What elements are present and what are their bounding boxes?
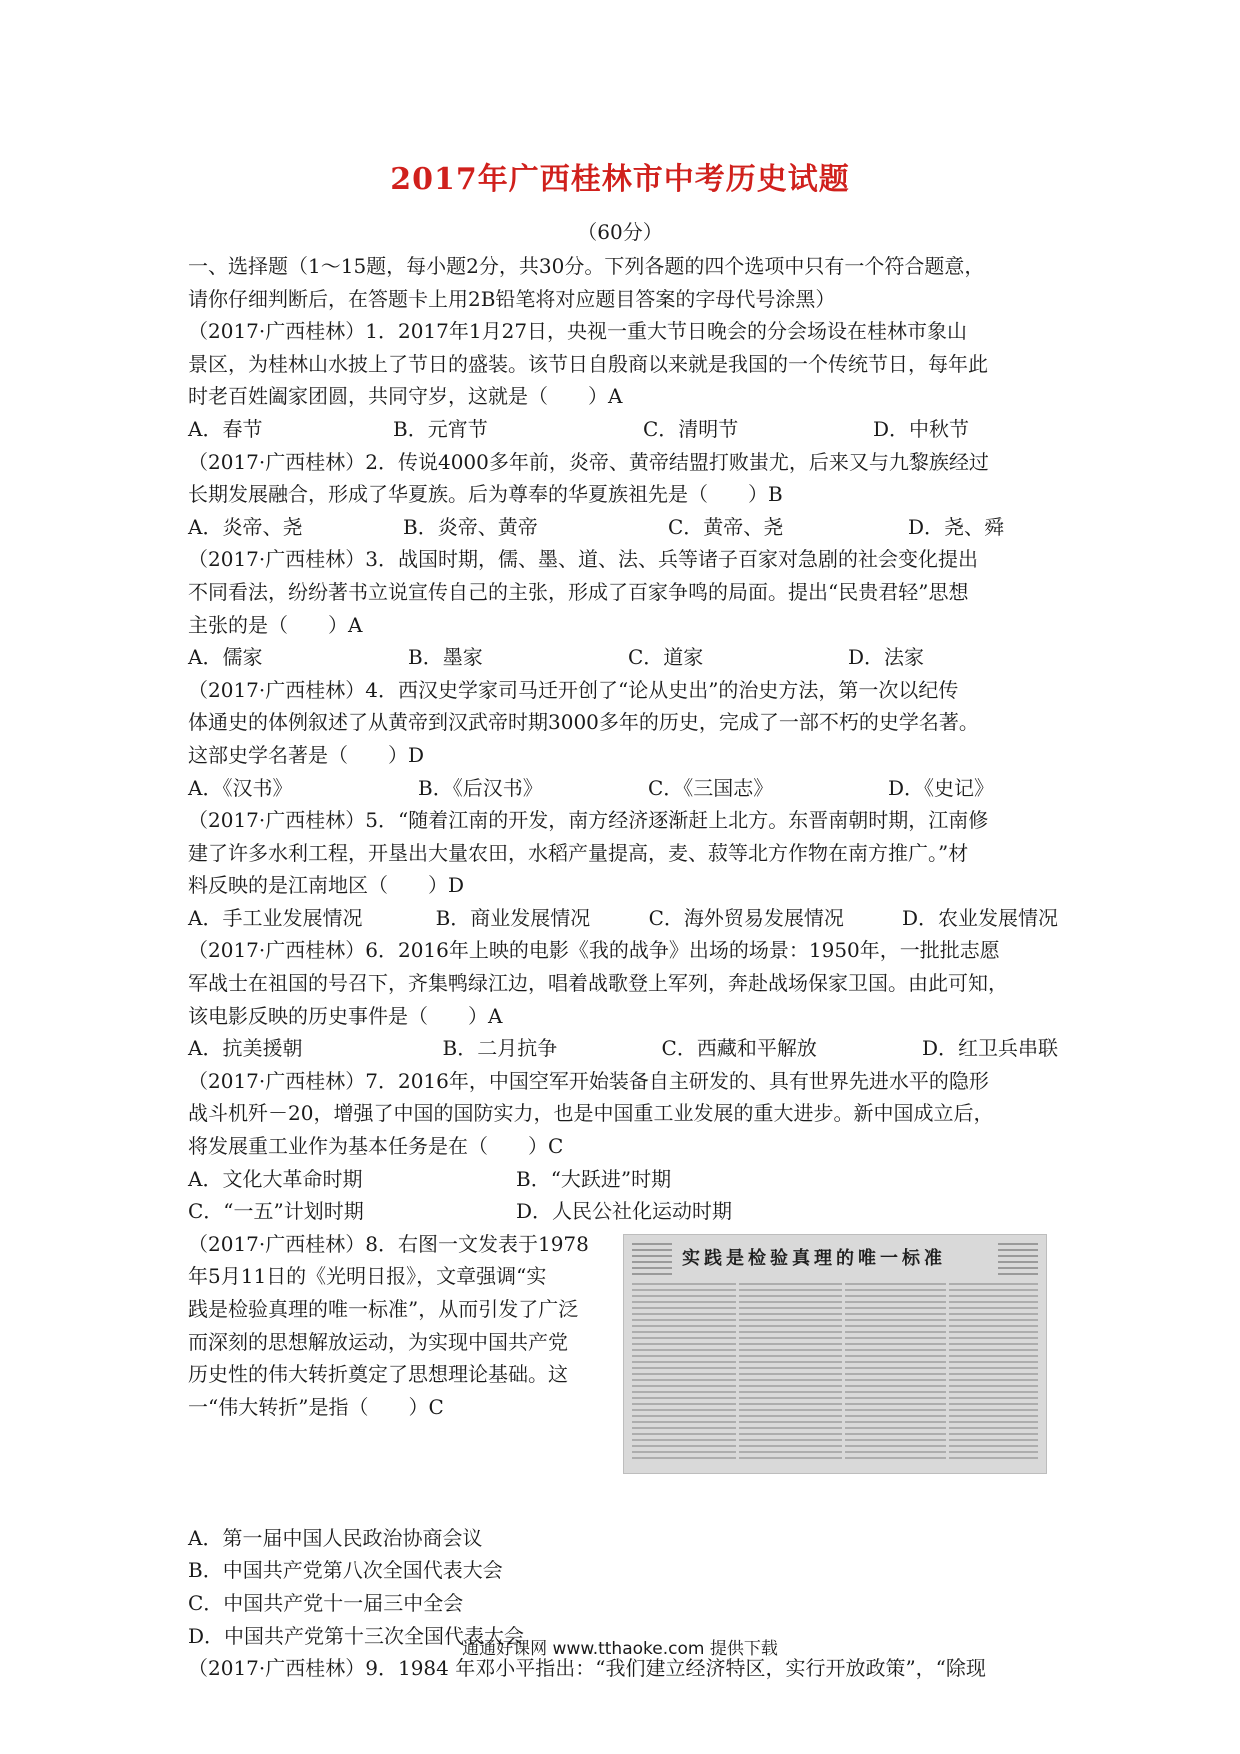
option-c: C．中国共产党十一届三中全会 [188,1591,464,1615]
option-d: D．农业发展情况 [901,905,1058,930]
question-text: （2017·广西桂林）5．“随着江南的开发，南方经济逐渐赶上北方。东晋南朝时期，江南修 [188,808,989,833]
options-row [188,772,1058,805]
section-heading: 一、选择题（1～15题，每小题2分，共30分。下列各题的四个选项中只有一个符合题意， [188,254,985,278]
question-text: （2017·广西桂林）8．右图一文发表于1978 [188,1231,589,1256]
question-3 [188,543,1058,673]
question-text: 该电影反映的历史事件是（ ）A [188,1003,503,1028]
question-text: 料反映的是江南地区（ ）D [188,873,465,898]
options-row [188,641,1058,674]
option-d: D．中秋节 [873,416,970,441]
option-b: B．中国共产党第八次全国代表大会 [188,1558,503,1583]
question-text: 建了许多水利工程，开垦出大量农田，水稻产量提高，麦、菽等北方作物在南方推广。”材 [188,840,969,865]
option-a: A．手工业发展情况 [188,905,363,930]
option-a: A．儒家 [188,645,263,670]
option-c: C．道家 [628,645,704,670]
option-b: B．炎帝、黄帝 [403,514,538,539]
question-text: （2017·广西桂林）6．2016年上映的电影《我的战争》出场的场景：1950年，一批批志愿 [188,938,1000,963]
section-heading: 请你仔细判断后，在答题卡上用2B铅笔将对应题目答案的字母代号涂黑） [188,286,836,311]
newspaper-clipping-image [623,1234,1047,1474]
question-text: 时老百姓阖家团圆，共同守岁，这就是（ ）A [188,384,623,409]
option-c: C．海外贸易发展情况 [648,905,844,930]
option-a: A．《汉书》 [188,775,293,800]
option-d: D．人民公社化运动时期 [516,1199,733,1224]
option-c: C．《三国志》 [648,775,774,800]
options-row [188,1032,1058,1065]
question-text: 一“伟大转折”是指（ ）C [188,1394,444,1419]
question-text: 这部史学名著是（ ）D [188,742,425,767]
question-text: 年5月11日的《光明日报》，文章强调“实 [188,1264,547,1289]
option-c: C．西藏和平解放 [661,1036,817,1061]
option-d: D．中国共产党第十三次全国代表大会 [188,1623,525,1648]
options-row [188,1163,1058,1196]
option-c: C．清明节 [643,416,739,441]
option-b: B．“大跃进”时期 [516,1166,672,1191]
question-7 [188,1065,1058,1228]
question-text: 战斗机歼－20，增强了中国的国防实力，也是中国重工业发展的重大进步。新中国成立后， [188,1101,994,1126]
option-b: B．《后汉书》 [418,775,543,800]
question-text: 主张的是（ ）A [188,612,363,637]
question-text: 历史性的伟大转折奠定了思想理论基础。这 [188,1362,568,1387]
option-b: B．元宵节 [393,416,488,441]
option-a: A．炎帝、尧 [188,514,303,539]
option-a: A．春节 [188,416,263,441]
question-text: 践是检验真理的唯一标准”，从而引发了广泛 [188,1297,579,1321]
question-2 [188,446,1058,544]
option-d: D．法家 [848,645,925,670]
question-text: 不同看法，纷纷著书立说宣传自己的主张，形成了百家争鸣的局面。提出“民贵君轻”思想 [188,579,969,604]
option-d: D．《史记》 [888,775,995,800]
question-text: （2017·广西桂林）1．2017年1月27日，央视一重大节日晚会的分会场设在桂林市象山 [188,319,968,344]
question-6 [188,934,1058,1064]
question-8 [188,1228,1058,1522]
question-text: 长期发展融合，形成了华夏族。后为尊奉的华夏族祖先是（ ）B [188,482,783,507]
options-row [188,413,1058,446]
page-title: 2017年广西桂林市中考历史试题 [390,162,850,197]
option-d: D．红卫兵串联 [921,1036,1058,1061]
question-text: 体通史的体例叙述了从黄帝到汉武帝时期3000多年的历史，完成了一部不朽的史学名著。 [188,710,979,735]
options-row [188,511,1058,544]
option-d: D．尧、舜 [908,514,1005,539]
question-text: 将发展重工业作为基本任务是在（ ）C [188,1134,564,1159]
option-a: A．文化大革命时期 [188,1166,363,1191]
page-footer: 通通好课网 www.tthaoke.com 提供下载 [462,1639,778,1659]
question-5 [188,804,1058,934]
question-8-options [188,1522,1058,1652]
question-text: （2017·广西桂林）7．2016年，中国空军开始装备自主研发的、具有世界先进水平的隐形 [188,1068,989,1093]
question-text: （2017·广西桂林）4．西汉史学家司马迁开创了“论从史出”的治史方法，第一次以纪传 [188,677,959,702]
question-1 [188,315,1058,445]
newspaper-headline: 实践是检验真理的唯一标准 [682,1247,946,1269]
question-text: 而深刻的思想解放运动，为实现中国共产党 [188,1329,568,1354]
option-b: B．二月抗争 [442,1036,558,1061]
option-a: A．第一届中国人民政治协商会议 [188,1525,483,1550]
question-text: （2017·广西桂林）9．1984 年邓小平指出：“我们建立经济特区，实行开放政策”，“除现 [188,1656,986,1681]
question-text: （2017·广西桂林）3．战国时期，儒、墨、道、法、兵等诸子百家对急剧的社会变化提出 [188,547,978,572]
question-text: 军战士在祖国的号召下，齐集鸭绿江边，唱着战歌登上军列，奔赴战场保家卫国。由此可知， [188,971,1008,996]
option-c: C．“一五”计划时期 [188,1199,364,1224]
option-b: B．商业发展情况 [435,905,591,930]
option-a: A．抗美援朝 [188,1036,303,1061]
question-text: （2017·广西桂林）2．传说4000多年前，炎帝、黄帝结盟打败蚩尤，后来又与九黎族经过 [188,449,989,474]
exam-content [188,250,1058,1685]
options-row [188,902,1058,935]
total-score: （60分） [577,220,663,244]
question-text: 景区，为桂林山水披上了节日的盛装。该节日自殷商以来就是我国的一个传统节日，每年此 [188,351,988,376]
option-c: C．黄帝、尧 [668,514,784,539]
options-row [188,1195,1058,1228]
question-4 [188,674,1058,804]
option-b: B．墨家 [408,645,483,670]
